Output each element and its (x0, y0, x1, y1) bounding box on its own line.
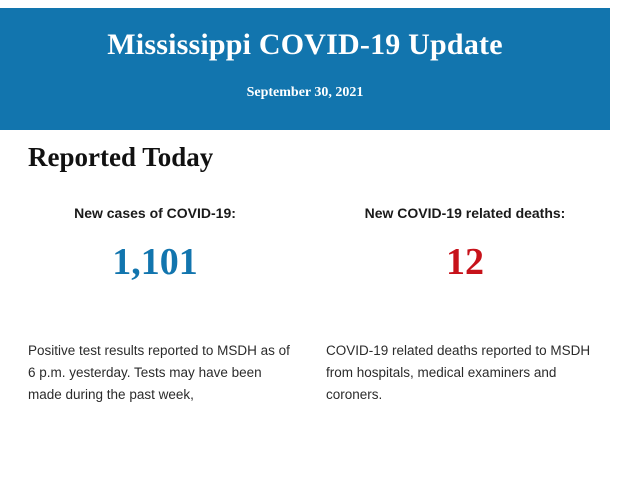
stat-value-new-cases: 1,101 (112, 241, 198, 283)
section-heading-reported-today: Reported Today (28, 142, 214, 172)
stat-value-new-deaths: 12 (446, 241, 484, 283)
stat-new-deaths (310, 205, 620, 281)
note-new-cases: Positive test results reported to MSDH as of 6 p.m. yesterday. Tests may have been made during the past week, (28, 343, 290, 402)
stats-row (0, 205, 620, 281)
notes-row (0, 340, 620, 406)
report-date: September 30, 2021 (246, 85, 364, 100)
stat-label-new-deaths: New COVID-19 related deaths: (364, 205, 566, 221)
page-title: Mississippi COVID-19 Update (107, 28, 503, 61)
stat-label-new-cases: New cases of COVID-19: (74, 205, 236, 221)
note-new-deaths: COVID-19 related deaths reported to MSDH from hospitals, medical examiners and coroners. (326, 343, 591, 402)
stat-new-cases (0, 205, 310, 281)
header-band (0, 8, 610, 130)
